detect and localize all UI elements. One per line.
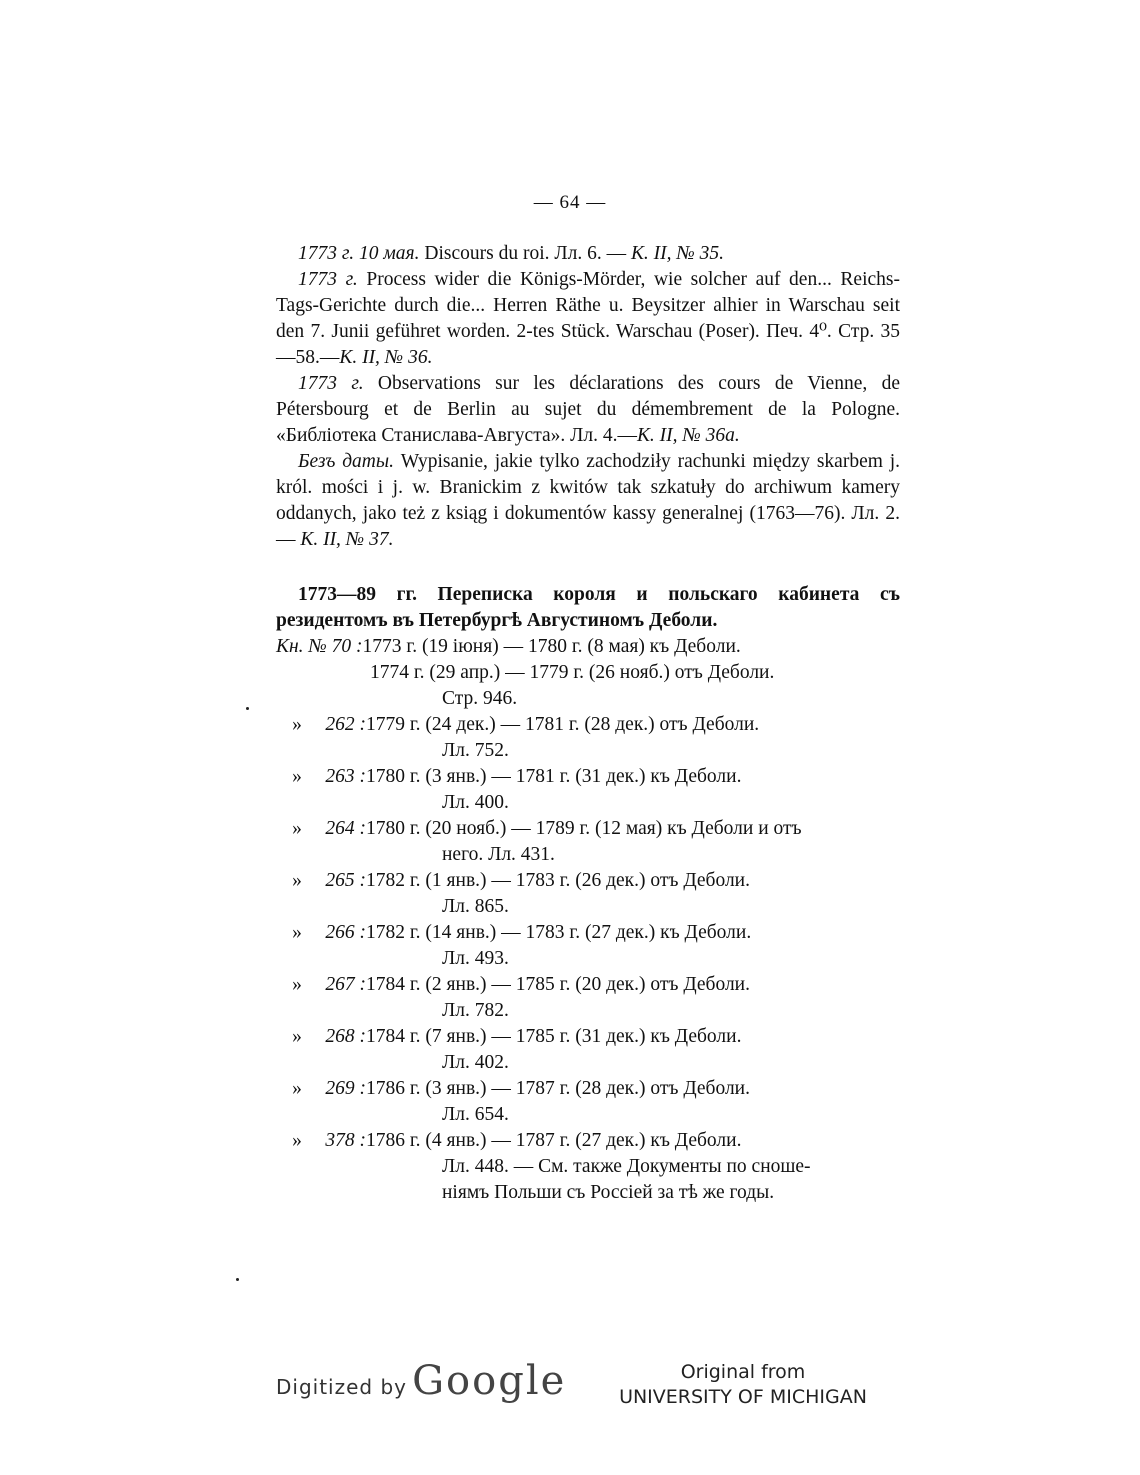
book-line: него. Лл. 431. <box>442 844 555 865</box>
book-line: 1784 г. (2 янв.) — 1785 г. (20 дек.) отъ Деболи. <box>366 974 750 995</box>
source-credit <box>618 1360 868 1410</box>
book-number: 262 : <box>325 714 366 735</box>
scan-speck <box>236 1278 239 1281</box>
book-line: 1774 г. (29 апр.) — 1779 г. (26 нояб.) отъ Деболи. <box>370 662 775 683</box>
entry-text: Discours du roi. Лл. 6. — <box>419 243 631 264</box>
catalog-entries <box>276 241 900 553</box>
ditto-mark: » <box>292 818 302 839</box>
book-number: 263 : <box>325 766 366 787</box>
book-line: 1782 г. (14 янв.) — 1783 г. (27 дек.) къ Деболи. <box>366 922 752 943</box>
catalog-entry <box>276 371 900 449</box>
book-number: 269 : <box>325 1078 366 1099</box>
ditto-mark: » <box>292 1078 302 1099</box>
book-list <box>276 634 916 1206</box>
book-line: ніямъ Польши съ Россіей за тѣ же годы. <box>442 1182 775 1203</box>
book-line: 1786 г. (4 янв.) — 1787 г. (27 дек.) къ Деболи. <box>366 1130 742 1151</box>
catalog-entry <box>276 241 900 267</box>
catalog-entry <box>276 267 900 371</box>
entry-date: 1773 г. 10 мая. <box>298 243 420 264</box>
entry-date: 1773 г. <box>298 373 364 394</box>
book-line: Лл. 865. <box>442 896 509 917</box>
book-entry <box>276 1128 916 1206</box>
ditto-mark: » <box>292 1130 302 1151</box>
entry-text: Process wider die Königs-Mörder, wie solcher auf den... Reichs-Tags-Gerichte durch die... Herren Räthe u. Beysitzer alhier in Warschau seit den 7. Junii geführet worden. 2-tes Stück. Warschau (Poser). Печ. 4⁰. Стр. 35—58.— <box>276 269 900 368</box>
entry-text: Wypisanie, jakie tylko zachodziły rachunki między skarbem j. król. mości i j. w. Branickim z kwitów tak szkatuły do archiwum kamery oddanych, jako też z ksiąg i dokumentów kassy generalnej (1763—76). Лл. 2. — <box>276 451 900 550</box>
book-number: 264 : <box>325 818 366 839</box>
entry-reference: К. II, № 36a. <box>636 425 740 446</box>
book-entry <box>276 634 916 712</box>
book-number: 265 : <box>325 870 366 891</box>
book-line: Лл. 448. — См. также Документы по сноше- <box>442 1156 811 1177</box>
entry-text: Observations sur les déclarations des cours de Vienne, de Pétersbourg et de Berlin au sujet du démembrement de la Pologne. «Библіотека Станислава-Августа». Лл. 4.— <box>276 373 900 446</box>
book-number: 268 : <box>325 1026 366 1047</box>
digitized-by-google <box>276 1358 566 1404</box>
book-line: Лл. 782. <box>442 1000 509 1021</box>
ditto-mark: » <box>292 714 302 735</box>
catalog-entry <box>276 449 900 553</box>
ditto-mark: » <box>292 766 302 787</box>
section-heading: 1773—89 гг. Переписка короля и польскаго кабинета съ резидентомъ въ Петербургѣ Августиномъ Деболи. <box>276 584 900 631</box>
book-line: 1786 г. (3 янв.) — 1787 г. (28 дек.) отъ Деболи. <box>366 1078 750 1099</box>
book-line: Лл. 752. <box>442 740 509 761</box>
digitized-label: Digitized by <box>276 1375 407 1399</box>
original-from: Original from <box>680 1361 806 1383</box>
page-number: — 64 — <box>533 192 607 213</box>
ditto-mark: » <box>292 1026 302 1047</box>
ditto-mark: » <box>292 870 302 891</box>
book-line: Лл. 400. <box>442 792 509 813</box>
book-entry <box>276 764 916 816</box>
book-entry <box>276 1024 916 1076</box>
book-line: 1780 г. (20 нояб.) — 1789 г. (12 мая) къ Деболи и отъ <box>366 818 802 839</box>
book-line: 1784 г. (7 янв.) — 1785 г. (31 дек.) къ Деболи. <box>366 1026 742 1047</box>
book-number: 267 : <box>325 974 366 995</box>
book-entry <box>276 972 916 1024</box>
entry-reference: К. II, № 36. <box>339 347 433 368</box>
entry-reference: К. II, № 37. <box>300 529 394 550</box>
book-prefix: Кн. № 70 : <box>276 636 363 657</box>
book-entry <box>276 712 916 764</box>
entry-date: 1773 г. <box>298 269 358 290</box>
book-line: Стр. 946. <box>442 688 518 709</box>
book-entry <box>276 1076 916 1128</box>
book-line: 1779 г. (24 дек.) — 1781 г. (28 дек.) отъ Деболи. <box>366 714 760 735</box>
entry-reference: К. II, № 35. <box>630 243 725 264</box>
book-number: 378 : <box>325 1130 366 1151</box>
book-entry <box>276 868 916 920</box>
book-number: 266 : <box>325 922 366 943</box>
book-line: Лл. 493. <box>442 948 509 969</box>
entry-date: Безъ даты. <box>298 451 394 472</box>
scan-speck <box>246 707 249 710</box>
google-logo: Google <box>412 1358 567 1404</box>
book-line: 1782 г. (1 янв.) — 1783 г. (26 дек.) отъ Деболи. <box>366 870 750 891</box>
ditto-mark: » <box>292 974 302 995</box>
book-line: 1780 г. (3 янв.) — 1781 г. (31 дек.) къ Деболи. <box>366 766 742 787</box>
university-name: UNIVERSITY OF MICHIGAN <box>619 1386 867 1408</box>
book-entry <box>276 816 916 868</box>
ditto-mark: » <box>292 922 302 943</box>
book-line: 1773 г. (19 іюня) — 1780 г. (8 мая) къ Деболи. <box>362 636 741 657</box>
book-line: Лл. 654. <box>442 1104 509 1125</box>
book-line: Лл. 402. <box>442 1052 509 1073</box>
book-entry <box>276 920 916 972</box>
